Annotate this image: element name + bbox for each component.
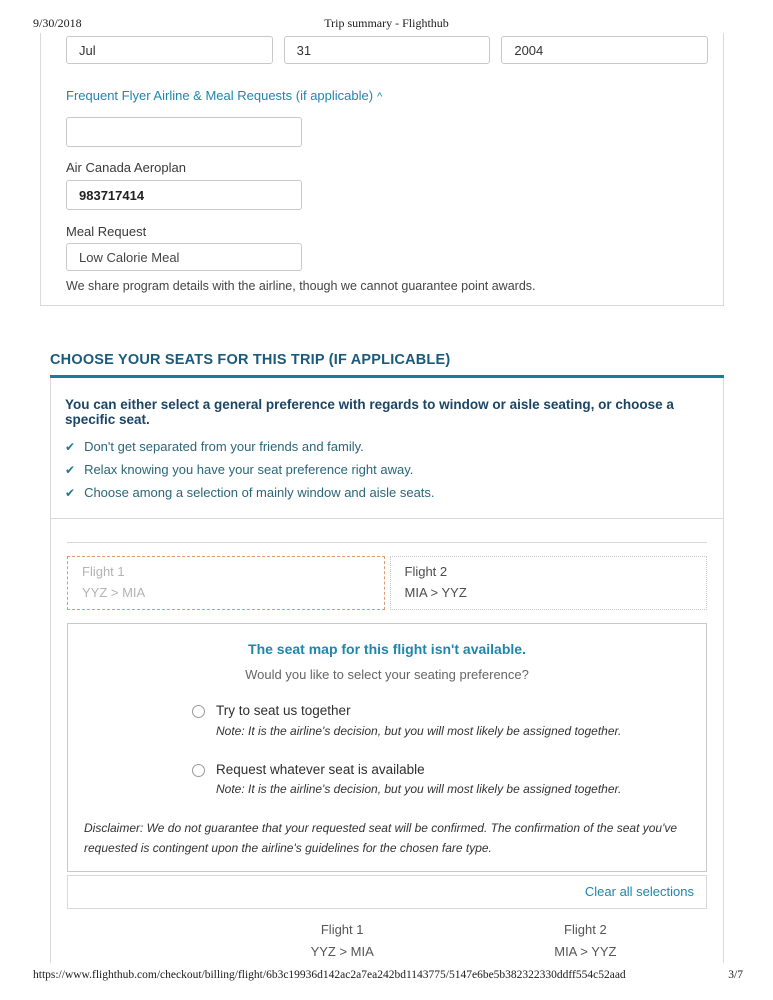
option-seat-together[interactable] bbox=[192, 703, 690, 738]
program-details-note: We share program details with the airline, though we cannot guarantee point awards. bbox=[66, 279, 536, 293]
print-header bbox=[33, 16, 740, 31]
radio-button-icon[interactable] bbox=[192, 764, 205, 777]
flight-2-column-label: Flight 2 bbox=[564, 921, 607, 937]
print-title: Trip summary - Flighthub bbox=[324, 16, 449, 30]
tab-flight-1[interactable] bbox=[67, 556, 385, 610]
print-date: 9/30/2018 bbox=[33, 16, 82, 30]
seat-map-unavailable-title: The seat map for this flight isn't available. bbox=[248, 641, 526, 657]
option-any-seat-label: Request whatever seat is available bbox=[216, 761, 425, 777]
tab-flight-2[interactable] bbox=[390, 556, 708, 610]
seat-map-unavailable-panel bbox=[67, 623, 707, 872]
page-content bbox=[40, 33, 724, 963]
benefit-text: Relax knowing you have your seat preference right away. bbox=[84, 462, 414, 477]
seat-summary-header-row bbox=[67, 922, 707, 959]
date-of-birth-row bbox=[66, 36, 708, 64]
traveler-details-card bbox=[40, 33, 724, 306]
option-seat-together-texts bbox=[216, 703, 621, 738]
aeroplan-label: Air Canada Aeroplan bbox=[66, 160, 186, 175]
option-any-seat[interactable] bbox=[192, 762, 690, 797]
flight-2-column-route: MIA > YYZ bbox=[554, 943, 617, 959]
check-icon: ✔ bbox=[65, 463, 76, 477]
seating-preference-options bbox=[192, 703, 690, 796]
choose-seats-heading: CHOOSE YOUR SEATS FOR THIS TRIP (IF APPLICABLE) bbox=[50, 352, 724, 378]
dob-month-input[interactable] bbox=[66, 36, 273, 64]
seat-disclaimer: Disclaimer: We do not guarantee that your requested seat will be confirmed. The confirmation of the seat you've requested is contingent upon the airline's guidelines for the chosen fare type. bbox=[84, 821, 678, 856]
flight-2-column-header bbox=[464, 922, 707, 959]
print-url: https://www.flighthub.com/checkout/billing/flight/6b3c19936d142ac2a7ea242bd1143775/5147e6be5b382322330ddff554c52aad bbox=[33, 969, 626, 981]
meal-request-input[interactable] bbox=[66, 243, 302, 271]
flight-1-column-header bbox=[221, 922, 464, 959]
dob-year-input[interactable] bbox=[501, 36, 708, 64]
meal-request-label: Meal Request bbox=[66, 224, 147, 239]
benefit-item bbox=[65, 439, 709, 455]
frequent-flyer-link-label: Frequent Flyer Airline & Meal Requests (if applicable) bbox=[66, 88, 374, 103]
check-icon: ✔ bbox=[65, 440, 76, 454]
tab-flight-2-route: MIA > YYZ bbox=[404, 585, 467, 600]
tab-flight-2-label: Flight 2 bbox=[404, 564, 448, 579]
option-any-seat-note: Note: It is the airline's decision, but you will most likely be assigned together. bbox=[216, 782, 622, 797]
check-icon: ✔ bbox=[65, 486, 76, 500]
clear-selections-row bbox=[67, 875, 707, 909]
dob-day-input[interactable] bbox=[284, 36, 491, 64]
option-seat-together-label: Try to seat us together bbox=[216, 703, 351, 718]
choose-seats-section bbox=[50, 352, 724, 963]
benefit-item bbox=[65, 485, 709, 501]
seat-intro-text: You can either select a general preference with regards to window or aisle seating, or choose a specific seat. bbox=[65, 397, 674, 427]
radio-button-icon[interactable] bbox=[192, 705, 205, 718]
clear-all-selections-link[interactable]: Clear all selections bbox=[584, 883, 694, 899]
tab-flight-1-route: YYZ > MIA bbox=[82, 585, 146, 600]
flight-1-column-label: Flight 1 bbox=[320, 921, 364, 937]
print-footer bbox=[33, 969, 743, 981]
flight-tabs bbox=[67, 556, 707, 610]
benefit-item bbox=[65, 462, 709, 478]
tab-flight-1-label: Flight 1 bbox=[82, 564, 125, 579]
seat-summary-table bbox=[67, 922, 707, 963]
seat-selection-card bbox=[50, 518, 724, 963]
option-any-seat-texts bbox=[216, 762, 621, 797]
aeroplan-number-input[interactable] bbox=[66, 180, 302, 210]
seat-benefits-list bbox=[65, 439, 709, 501]
frequent-flyer-toggle-link[interactable] bbox=[66, 88, 382, 103]
benefit-text: Choose among a selection of mainly window and aisle seats. bbox=[84, 485, 435, 500]
seating-preference-question: Would you like to select your seating preference? bbox=[245, 667, 529, 682]
chevron-up-icon: ^ bbox=[377, 91, 383, 103]
divider bbox=[67, 542, 707, 543]
option-seat-together-note: Note: It is the airline's decision, but you will most likely be assigned together. bbox=[216, 723, 622, 738]
print-page-number: 3/7 bbox=[728, 969, 743, 981]
seat-benefits-card bbox=[50, 378, 724, 519]
benefit-text: Don't get separated from your friends and family. bbox=[84, 439, 364, 454]
frequent-flyer-program-input[interactable] bbox=[66, 117, 302, 147]
flight-1-column-route: YYZ > MIA bbox=[310, 943, 374, 959]
